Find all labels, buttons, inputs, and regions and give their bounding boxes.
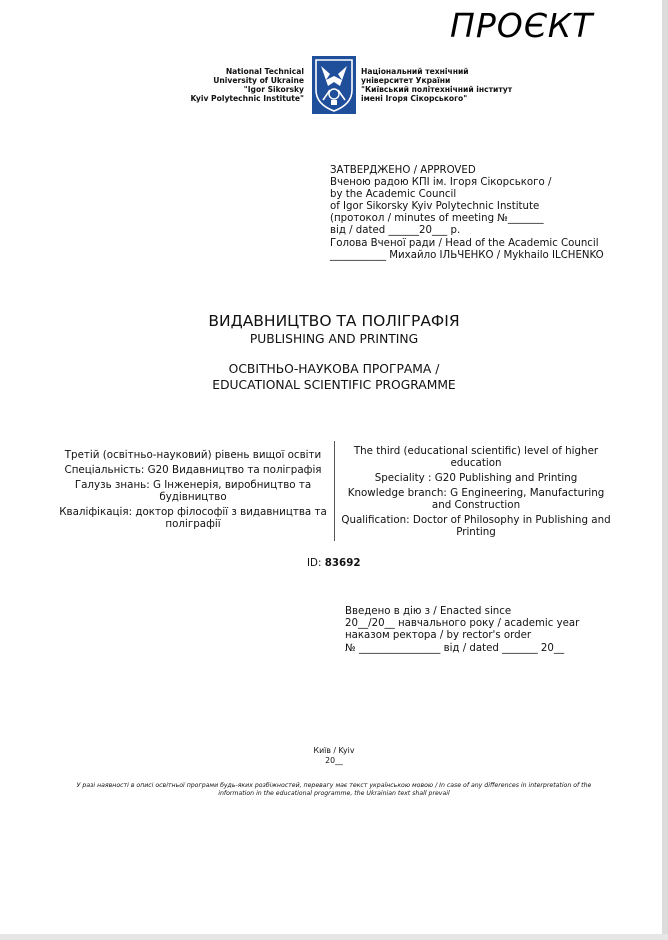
details-ukrainian [58, 449, 328, 533]
speciality: Speciality : G20 Publishing and Printing [374, 472, 578, 484]
speciality: Спеціальність: G20 Видавництво та поліграфія [64, 464, 322, 476]
approval-line: (протокол / minutes of meeting №_______ [330, 213, 544, 225]
programme-id [307, 557, 361, 569]
university-name-ukrainian-line: Національний технічний [361, 67, 469, 76]
university-name-ukrainian-line: "Київський політехнічний інститут [361, 85, 513, 94]
page-edge-shadow-bottom [0, 934, 668, 940]
draft-stamp: ПРОЄКТ [450, 6, 594, 45]
document-title-english: PUBLISHING AND PRINTING [249, 332, 419, 346]
university-name-ukrainian-line: імені Ігоря Сікорського" [361, 94, 468, 103]
programme-id-value: 83692 [324, 557, 361, 569]
approval-line: Вченою радою КПІ ім. Ігоря Сікорського / [330, 177, 552, 189]
footer-place-date [0, 746, 668, 766]
knowledge-branch: Галузь знань: G Інженерія, виробництво та будівництво [74, 479, 312, 503]
enacted-line: Введено в дію з / Enacted since [345, 606, 512, 617]
column-divider [334, 441, 335, 541]
approval-line: Голова Вченої ради / Head of the Academic Council [330, 237, 599, 249]
university-name-ukrainian-line: університет України [361, 76, 451, 85]
enacted-line: 20__/20__ навчального року / academic year [345, 618, 580, 630]
enacted-line: № ________________ від / dated _______ 20__ [345, 642, 565, 654]
education-level: The third (educational scientific) level of higher education [353, 445, 599, 469]
qualification: Кваліфікація: доктор філософії з видавництва та поліграфії [59, 506, 327, 530]
programme-id-label: ID: [307, 557, 322, 569]
approval-line: of Igor Sikorsky Kyiv Polytechnic Institute [330, 201, 540, 213]
programme-type-ukrainian: ОСВІТНЬО-НАУКОВА ПРОГРАМА / [228, 362, 440, 376]
enacted-block [345, 606, 579, 655]
programme-type-english: EDUCATIONAL SCIENTIFIC PROGRAMME [212, 378, 456, 392]
approval-line: ЗАТВЕРДЖЕНО / APPROVED [330, 165, 476, 176]
university-name-english [150, 67, 304, 103]
university-name-english-line: University of Ukraine [213, 76, 304, 85]
disclaimer-line: information in the educational programme, the Ukrainian text shall prevail [218, 790, 450, 797]
approval-line: від / dated ______20___ р. [330, 225, 461, 237]
university-name-english-line: National Technical [225, 67, 304, 76]
footer-city: Київ / Kyiv [313, 746, 355, 755]
disclaimer-line: У разі наявності в описі освітньої програми будь-яких розбіжностей, перевагу має текст українською мовою / In case of any differences in interpretation of the [76, 782, 592, 789]
enacted-line: наказом ректора / by rector's order [345, 630, 532, 642]
document-title-ukrainian: ВИДАВНИЦТВО ТА ПОЛІГРАФІЯ [208, 312, 460, 330]
university-name-ukrainian [361, 67, 561, 103]
education-level: Третій (освітньо-науковий) рівень вищої освіти [64, 449, 322, 461]
qualification: Qualification: Doctor of Philosophy in Publishing and Printing [341, 514, 611, 538]
approval-line: ___________ Михайло ІЛЬЧЕНКО / Mykhailo ILCHENKO [330, 249, 604, 261]
university-name-english-line: Kyiv Polytechnic Institute" [190, 94, 304, 103]
approval-line: by the Academic Council [330, 189, 457, 201]
approval-block [330, 165, 604, 262]
knowledge-branch: Knowledge branch: G Engineering, Manufacturing and Construction [347, 487, 605, 511]
language-disclaimer [60, 782, 608, 798]
footer-year: 20__ [325, 756, 343, 765]
kpi-emblem-icon [312, 56, 356, 114]
details-english [338, 445, 614, 541]
page-edge-shadow [662, 0, 668, 940]
university-name-english-line: "Igor Sikorsky [243, 85, 304, 94]
